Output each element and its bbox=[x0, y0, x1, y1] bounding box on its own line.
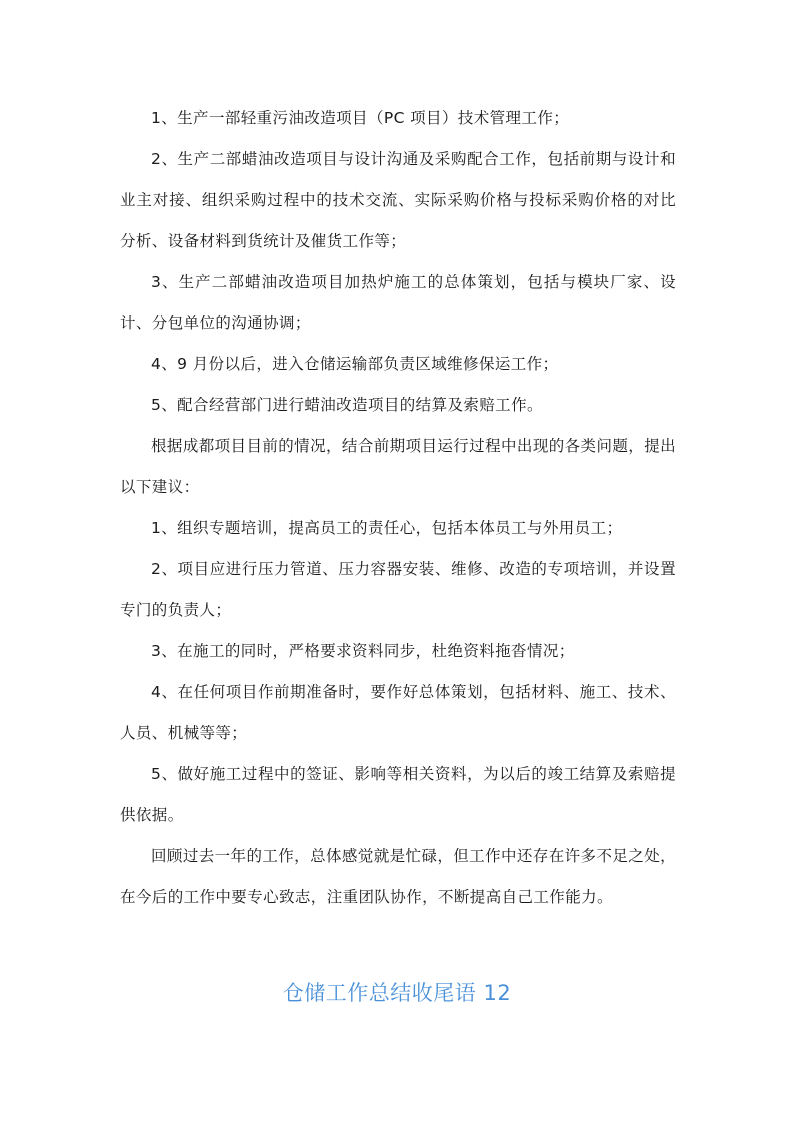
paragraph-suggestion-documents: 3、在施工的同时，严格要求资料同步，杜绝资料拖沓情况； bbox=[151, 642, 575, 660]
paragraph-settlement: 5、配合经营部门进行蜡油改造项目的结算及索赔工作。 bbox=[151, 396, 543, 414]
paragraph-wax-oil-procurement: 2、生产二部蜡油改造项目与设计沟通及采购配合工作，包括前期与设计和业主对接、组织采购过程中的技术交流、实际采购价格与投标采购价格的对比分析、设备材料到货统计及催货工作等； bbox=[120, 150, 676, 250]
paragraph-heating-furnace: 3、生产二部蜡油改造项目加热炉施工的总体策划，包括与模块厂家、设计、分包单位的沟通协调； bbox=[120, 273, 676, 332]
section-title: 仓储工作总结收尾语 12 bbox=[282, 981, 512, 1005]
paragraph-pc-project: 1、生产一部轻重污油改造项目（PC 项目）技术管理工作； bbox=[151, 109, 570, 127]
paragraph-suggestion-special-training: 2、项目应进行压力管道、压力容器安装、维修、改造的专项培训，并设置专门的负责人； bbox=[120, 560, 676, 619]
paragraph-suggestion-training: 1、组织专题培训，提高员工的责任心，包括本体员工与外用员工； bbox=[151, 519, 623, 537]
paragraph-review: 回顾过去一年的工作，总体感觉就是忙碌，但工作中还存在许多不足之处，在今后的工作中要专心致志，注重团队协作，不断提高自己工作能力。 bbox=[120, 847, 676, 906]
document-body bbox=[120, 98, 676, 918]
paragraph-suggestion-visa: 5、做好施工过程中的签证、影响等相关资料，为以后的竣工结算及索赔提供依据。 bbox=[120, 765, 676, 824]
paragraph-suggestions-intro: 根据成都项目目前的情况，结合前期项目运行过程中出现的各类问题，提出以下建议： bbox=[120, 437, 676, 496]
paragraph-suggestion-planning: 4、在任何项目作前期准备时，要作好总体策划，包括材料、施工、技术、人员、机械等等； bbox=[120, 683, 676, 742]
paragraph-maintenance: 4、9 月份以后，进入仓储运输部负责区域维修保运工作； bbox=[151, 355, 559, 373]
